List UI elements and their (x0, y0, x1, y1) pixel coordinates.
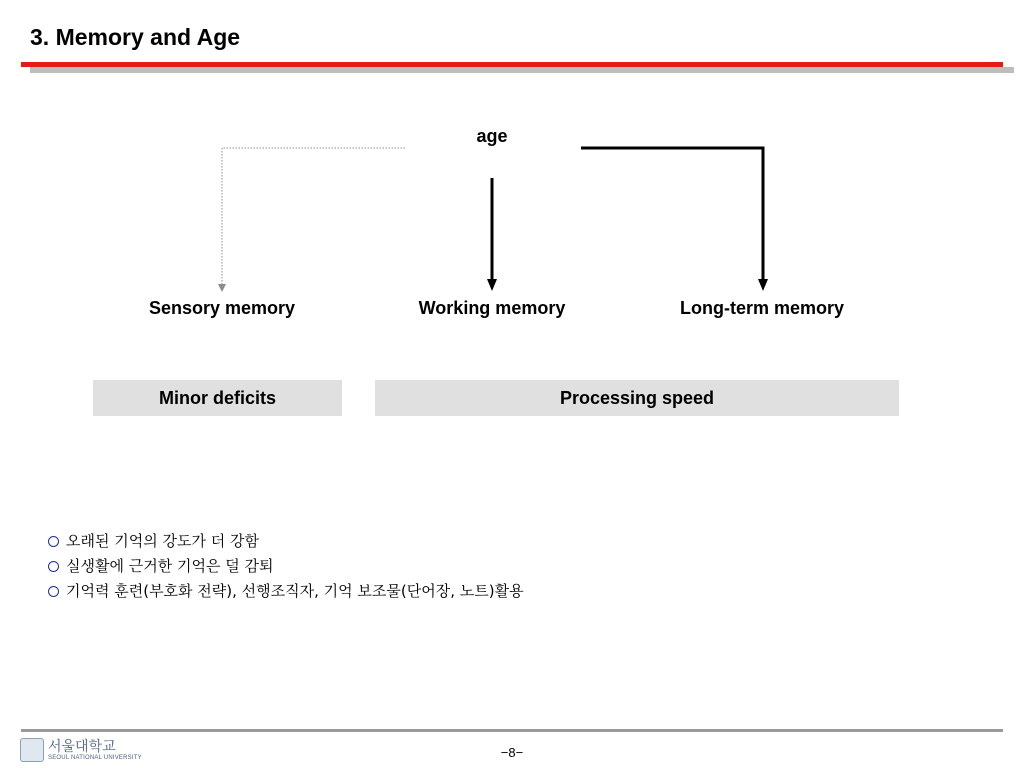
bullet-text: 실생활에 근거한 기억은 덜 감퇴 (66, 557, 274, 575)
bullet-item (48, 529, 524, 554)
circle-bullet-icon (48, 536, 59, 547)
arrowhead-working (487, 279, 497, 291)
bullet-item (48, 579, 524, 604)
footer-divider (21, 729, 1003, 732)
box-processing-speed-label: Processing speed (559, 387, 715, 408)
node-sensory-memory: Sensory memory (148, 298, 296, 318)
arrowhead-sensory (218, 284, 226, 292)
page-number: −8− (500, 745, 524, 760)
box-processing-speed (375, 380, 899, 416)
arrowhead-longterm (758, 279, 768, 291)
logo-korean-text: 서울대학교 (48, 738, 116, 755)
bullet-item (48, 554, 524, 579)
arrow-age-to-sensory (222, 148, 405, 284)
node-working-memory: Working memory (418, 298, 566, 318)
node-age: age (476, 126, 508, 146)
circle-bullet-icon (48, 561, 59, 572)
circle-bullet-icon (48, 586, 59, 597)
bullet-text: 오래된 기억의 강도가 더 강함 (66, 532, 259, 550)
bullet-text: 기억력 훈련(부호화 전략), 선행조직자, 기억 보조물(단어장, 노트)활용 (66, 582, 524, 600)
slide-title: 3. Memory and Age (30, 24, 241, 50)
box-minor-deficits (93, 380, 342, 416)
logo-english-text: SEOUL NATIONAL UNIVERSITY (48, 754, 142, 761)
arrow-age-to-longterm (581, 148, 763, 280)
bullet-list (48, 529, 524, 604)
node-longterm-memory: Long-term memory (679, 298, 845, 318)
box-minor-deficits-label: Minor deficits (158, 387, 276, 408)
